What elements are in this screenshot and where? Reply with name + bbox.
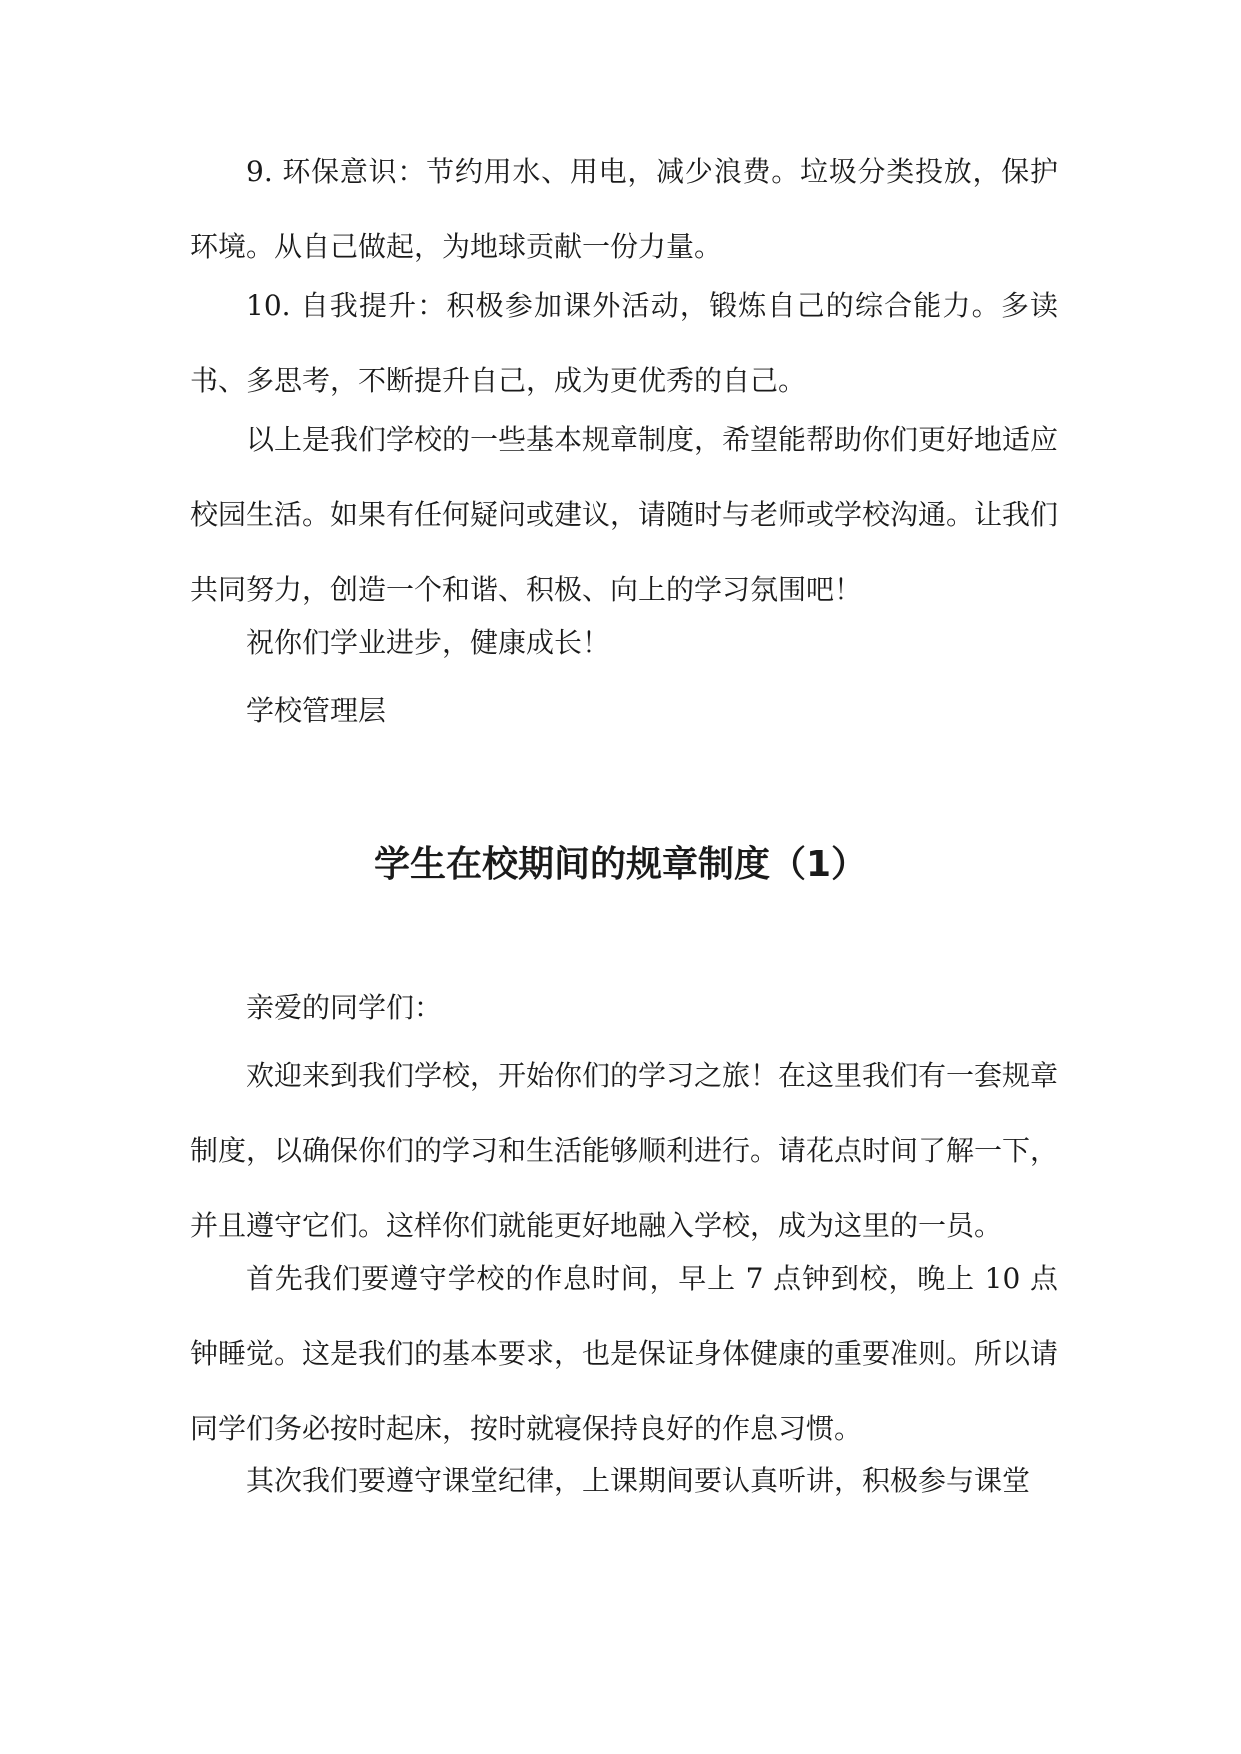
paragraph-item-9: 9. 环保意识：节约用水、用电，减少浪费。垃圾分类投放，保护环境。从自己做起，为地球贡献一份力量。 [190, 155, 1058, 263]
paragraph-classroom: 其次我们要遵守课堂纪律，上课期间要认真听讲，积极参与课堂 [246, 1464, 1031, 1497]
paragraph-greeting: 亲爱的同学们： [246, 991, 443, 1024]
paragraph-wish: 祝你们学业进步，健康成长！ [246, 626, 611, 659]
paragraph-item-10: 10. 自我提升：积极参加课外活动，锻炼自己的综合能力。多读书、多思考，不断提升自己，成为更优秀的自己。 [190, 289, 1058, 397]
paragraph-closing: 以上是我们学校的一些基本规章制度，希望能帮助你们更好地适应校园生活。如果有任何疑问或建议，请随时与老师或学校沟通。让我们共同努力，创造一个和谐、积极、向上的学习氛围吧！ [190, 423, 1059, 606]
section-title: 学生在校期间的规章制度（1） [373, 844, 868, 885]
signature-text: 学校管理层 [246, 694, 387, 727]
paragraph-intro: 欢迎来到我们学校，开始你们的学习之旅！在这里我们有一套规章制度，以确保你们的学习和生活能够顺利进行。请花点时间了解一下，并且遵守它们。这样你们就能更好地融入学校，成为这里的一员。 [190, 1059, 1059, 1242]
paragraph-schedule: 首先我们要遵守学校的作息时间，早上 7 点钟到校，晚上 10 点钟睡觉。这是我们的基本要求，也是保证身体健康的重要准则。所以请同学们务必按时起床，按时就寝保持良好的作息习惯。 [190, 1262, 1059, 1445]
